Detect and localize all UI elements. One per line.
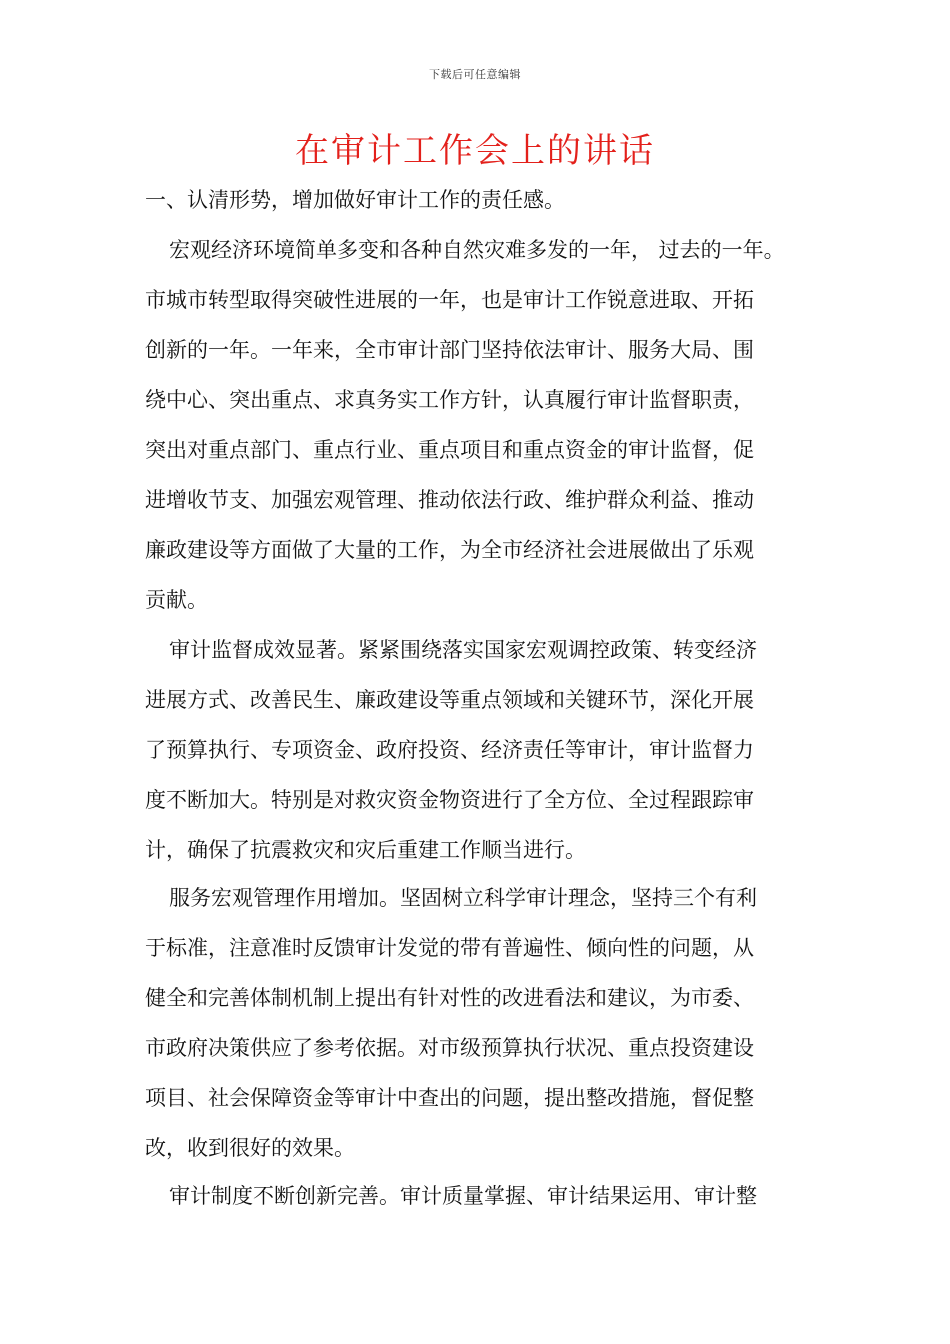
- section-heading: 一、认清形势，增加做好审计工作的责任感。: [145, 188, 565, 212]
- paragraph-line: 计，确保了抗震救灾和灾后重建工作顺当进行。: [145, 838, 586, 862]
- paragraph-line: 创新的一年。一年来，全市审计部门坚持依法审计、服务大局、围: [145, 338, 754, 362]
- paragraph-line: 廉政建设等方面做了大量的工作，为全市经济社会进展做出了乐观: [145, 538, 754, 562]
- paragraph-line: 了预算执行、专项资金、政府投资、经济责任等审计，审计监督力: [145, 738, 754, 762]
- paragraph-3: [145, 873, 805, 1173]
- paragraph-line: 宏观经济环境简单多变和各种自然灾难多发的一年， 过去的一年。: [169, 238, 785, 262]
- paragraph-line: 进展方式、改善民生、廉政建设等重点领域和关键环节，深化开展: [145, 688, 754, 712]
- paragraph-line: 市城市转型取得突破性进展的一年，也是审计工作锐意进取、开拓: [145, 288, 754, 312]
- paragraph-line: 突出对重点部门、重点行业、重点项目和重点资金的审计监督，促: [145, 438, 754, 462]
- paragraph-line: 服务宏观管理作用增加。坚固树立科学审计理念，坚持三个有利: [169, 886, 757, 910]
- paragraph-line: 改，收到很好的效果。: [145, 1136, 355, 1160]
- paragraph-line: 审计制度不断创新完善。审计质量掌握、审计结果运用、审计整: [169, 1184, 757, 1208]
- paragraph-1: [145, 225, 805, 625]
- paragraph-line: 市政府决策供应了参考依据。对市级预算执行状况、重点投资建设: [145, 1036, 754, 1060]
- paragraph-line: 贡献。: [145, 588, 208, 612]
- paragraph-line: 于标准，注意准时反馈审计发觉的带有普遍性、倾向性的问题，从: [145, 936, 754, 960]
- paragraph-line: 项目、社会保障资金等审计中查出的问题，提出整改措施，督促整: [145, 1086, 754, 1110]
- paragraph-2: [145, 625, 805, 875]
- paragraph-line: 绕中心、突出重点、求真务实工作方针，认真履行审计监督职责，: [145, 388, 754, 412]
- paragraph-line: 度不断加大。特别是对救灾资金物资进行了全方位、全过程跟踪审: [145, 788, 754, 812]
- paragraph-line: 健全和完善体制机制上提出有针对性的改进看法和建议，为市委、: [145, 986, 754, 1010]
- paragraph-line: 审计监督成效显著。紧紧围绕落实国家宏观调控政策、转变经济: [169, 638, 757, 662]
- paragraph-line: 进增收节支、加强宏观管理、推动依法行政、维护群众利益、推动: [145, 488, 754, 512]
- document-title: 在审计工作会上的讲话: [295, 131, 655, 171]
- header-note: 下载后可任意编辑: [429, 68, 521, 81]
- paragraph-4: [145, 1171, 805, 1221]
